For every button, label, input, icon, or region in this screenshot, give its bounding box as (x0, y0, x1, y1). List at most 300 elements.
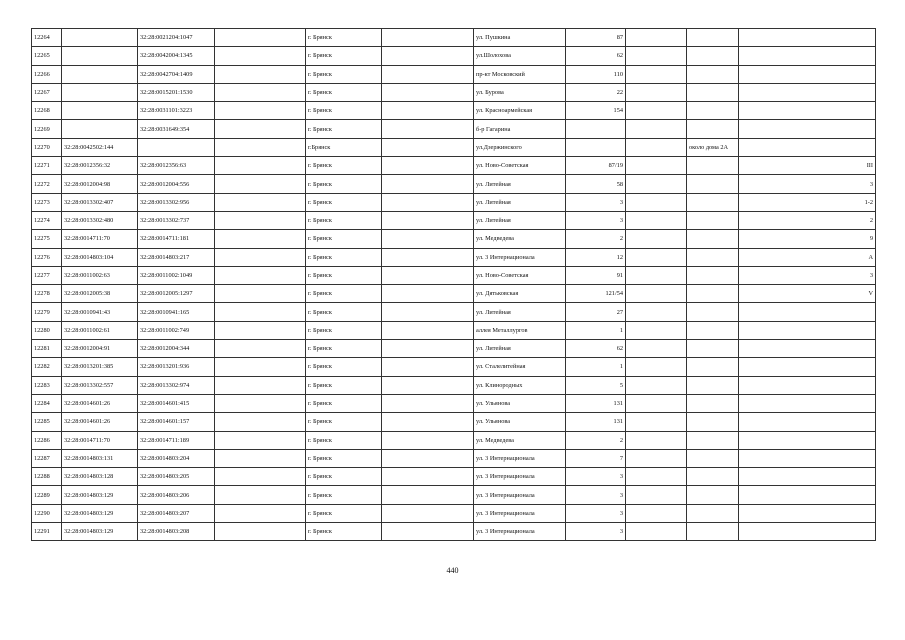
cell-street: пр-кт Московский (474, 65, 566, 83)
cell-column-9 (626, 321, 687, 339)
cell-city: г. Брянск (306, 83, 382, 101)
registry-body (32, 29, 876, 541)
cell-cadastral-parcel: 32:28:0012004:98 (62, 175, 138, 193)
cell-column-6 (382, 248, 474, 266)
cell-note (687, 120, 739, 138)
cell-record-number: 12264 (32, 29, 62, 47)
cell-record-number: 12279 (32, 303, 62, 321)
cell-cadastral-object: 32:28:0010941:165 (138, 303, 215, 321)
cell-city: г. Брянск (306, 394, 382, 412)
table-row (32, 523, 876, 541)
cell-column-9 (626, 230, 687, 248)
cell-note (687, 358, 739, 376)
cell-house-number: 62 (566, 47, 626, 65)
cell-street: ул. Литейная (474, 340, 566, 358)
table-row (32, 102, 876, 120)
cell-column-9 (626, 340, 687, 358)
cell-cadastral-parcel: 32:28:0014803:129 (62, 523, 138, 541)
cell-cadastral-parcel: 32:28:0014803:131 (62, 449, 138, 467)
cell-column-4 (215, 468, 306, 486)
cell-column-6 (382, 468, 474, 486)
cell-street: ул. Сталелитейная (474, 358, 566, 376)
table-row (32, 394, 876, 412)
cell-street: ул. 3 Интернационала (474, 523, 566, 541)
cell-cadastral-object: 32:28:0011002:1049 (138, 266, 215, 284)
cell-street: ул. Литейная (474, 193, 566, 211)
cell-cadastral-parcel: 32:28:0013302:407 (62, 193, 138, 211)
cell-city: г. Брянск (306, 413, 382, 431)
cell-building-suffix: А (739, 248, 876, 266)
table-row (32, 449, 876, 467)
cell-record-number: 12275 (32, 230, 62, 248)
table-row (32, 138, 876, 156)
cell-column-6 (382, 413, 474, 431)
cell-house-number: 3 (566, 211, 626, 229)
cell-street: ул. Бурова (474, 83, 566, 101)
cell-column-9 (626, 83, 687, 101)
cell-cadastral-parcel: 32:28:0013302:557 (62, 376, 138, 394)
cell-record-number: 12280 (32, 321, 62, 339)
table-row (32, 230, 876, 248)
cell-note (687, 303, 739, 321)
cell-note (687, 83, 739, 101)
cell-record-number: 12268 (32, 102, 62, 120)
cell-city: г. Брянск (306, 449, 382, 467)
cell-city: г. Брянск (306, 120, 382, 138)
cell-city: г. Брянск (306, 376, 382, 394)
cell-cadastral-parcel: 32:28:0013201:385 (62, 358, 138, 376)
cell-city: г. Брянск (306, 211, 382, 229)
cell-building-suffix (739, 29, 876, 47)
cell-column-4 (215, 193, 306, 211)
cell-column-4 (215, 504, 306, 522)
table-row (32, 468, 876, 486)
cell-column-4 (215, 120, 306, 138)
cell-column-4 (215, 157, 306, 175)
cell-column-4 (215, 431, 306, 449)
cell-house-number: 27 (566, 303, 626, 321)
cell-column-6 (382, 285, 474, 303)
cell-note (687, 394, 739, 412)
cell-building-suffix: III (739, 157, 876, 175)
cell-column-9 (626, 120, 687, 138)
cell-column-9 (626, 138, 687, 156)
cell-building-suffix (739, 431, 876, 449)
cell-city: г. Брянск (306, 486, 382, 504)
cell-cadastral-object: 32:28:0031649:354 (138, 120, 215, 138)
cell-street: ул. Медведева (474, 431, 566, 449)
cell-street: ул.Дзержинского (474, 138, 566, 156)
cell-house-number: 58 (566, 175, 626, 193)
cell-note (687, 230, 739, 248)
cell-cadastral-object: 32:28:0012356:63 (138, 157, 215, 175)
cell-note (687, 504, 739, 522)
cell-cadastral-parcel: 32:28:0014803:129 (62, 504, 138, 522)
cell-column-4 (215, 65, 306, 83)
page-number: 440 (446, 566, 459, 575)
cell-building-suffix (739, 394, 876, 412)
cell-note (687, 523, 739, 541)
cell-cadastral-object: 32:28:0012004:344 (138, 340, 215, 358)
cell-house-number: 62 (566, 340, 626, 358)
cell-note (687, 285, 739, 303)
cell-cadastral-object: 32:28:0042704:1409 (138, 65, 215, 83)
cell-city: г. Брянск (306, 29, 382, 47)
cell-building-suffix (739, 303, 876, 321)
cell-record-number: 12281 (32, 340, 62, 358)
table-row (32, 431, 876, 449)
cell-record-number: 12274 (32, 211, 62, 229)
cell-cadastral-parcel: 32:28:0010941:43 (62, 303, 138, 321)
cell-record-number: 12272 (32, 175, 62, 193)
cell-column-6 (382, 266, 474, 284)
cell-house-number: 131 (566, 413, 626, 431)
cell-city: г. Брянск (306, 193, 382, 211)
cell-note: около дома 2А (687, 138, 739, 156)
cell-cadastral-object: 32:28:0014803:208 (138, 523, 215, 541)
cell-column-6 (382, 175, 474, 193)
cell-house-number (566, 138, 626, 156)
cell-house-number (566, 120, 626, 138)
cell-column-9 (626, 431, 687, 449)
cell-city: г. Брянск (306, 47, 382, 65)
cell-column-9 (626, 486, 687, 504)
cell-cadastral-parcel: 32:28:0013302:480 (62, 211, 138, 229)
cell-record-number: 12285 (32, 413, 62, 431)
cell-column-4 (215, 266, 306, 284)
cell-column-4 (215, 413, 306, 431)
cell-cadastral-object: 32:28:0013201:936 (138, 358, 215, 376)
cell-building-suffix (739, 65, 876, 83)
cell-cadastral-parcel (62, 83, 138, 101)
cell-cadastral-parcel: 32:28:0014601:26 (62, 394, 138, 412)
cell-record-number: 12282 (32, 358, 62, 376)
cell-note (687, 175, 739, 193)
cell-column-9 (626, 449, 687, 467)
table-row (32, 285, 876, 303)
cell-column-9 (626, 394, 687, 412)
cell-column-4 (215, 47, 306, 65)
cell-cadastral-object: 32:28:0042004:1345 (138, 47, 215, 65)
cell-building-suffix (739, 504, 876, 522)
cell-city: г. Брянск (306, 431, 382, 449)
table-row (32, 376, 876, 394)
cell-building-suffix (739, 523, 876, 541)
cell-cadastral-object: 32:28:0014601:157 (138, 413, 215, 431)
cell-column-6 (382, 431, 474, 449)
cell-record-number: 12283 (32, 376, 62, 394)
cell-note (687, 211, 739, 229)
cell-city: г. Брянск (306, 102, 382, 120)
cell-column-6 (382, 211, 474, 229)
cell-column-6 (382, 449, 474, 467)
cell-column-6 (382, 29, 474, 47)
cell-column-4 (215, 102, 306, 120)
cell-house-number: 2 (566, 431, 626, 449)
cell-note (687, 102, 739, 120)
cell-city: г.Брянск (306, 138, 382, 156)
cell-note (687, 47, 739, 65)
cell-house-number: 22 (566, 83, 626, 101)
cell-street: ул. Ново-Советская (474, 266, 566, 284)
cell-street: ул. Пушкина (474, 29, 566, 47)
cell-city: г. Брянск (306, 321, 382, 339)
cell-record-number: 12287 (32, 449, 62, 467)
cell-cadastral-object: 32:28:0014803:217 (138, 248, 215, 266)
table-row (32, 65, 876, 83)
cell-note (687, 340, 739, 358)
cell-note (687, 29, 739, 47)
cell-cadastral-parcel (62, 120, 138, 138)
cell-house-number: 87/19 (566, 157, 626, 175)
cell-house-number: 7 (566, 449, 626, 467)
cell-street: ул. 3 Интернационала (474, 504, 566, 522)
cell-note (687, 193, 739, 211)
cell-column-6 (382, 83, 474, 101)
cell-house-number: 91 (566, 266, 626, 284)
cell-building-suffix: 3 (739, 266, 876, 284)
cell-column-6 (382, 340, 474, 358)
cell-cadastral-object: 32:28:0012004:556 (138, 175, 215, 193)
table-row (32, 29, 876, 47)
cell-column-4 (215, 175, 306, 193)
cell-note (687, 376, 739, 394)
cell-building-suffix (739, 102, 876, 120)
cell-record-number: 12276 (32, 248, 62, 266)
cell-city: г. Брянск (306, 358, 382, 376)
cell-column-9 (626, 358, 687, 376)
registry-table (31, 28, 876, 541)
cell-column-9 (626, 102, 687, 120)
cell-column-4 (215, 29, 306, 47)
cell-record-number: 12288 (32, 468, 62, 486)
cell-building-suffix (739, 138, 876, 156)
cell-note (687, 65, 739, 83)
cell-column-9 (626, 285, 687, 303)
cell-column-6 (382, 486, 474, 504)
cell-house-number: 3 (566, 504, 626, 522)
cell-building-suffix (739, 321, 876, 339)
cell-cadastral-object: 32:28:0014803:205 (138, 468, 215, 486)
table-row (32, 303, 876, 321)
table-row (32, 486, 876, 504)
cell-cadastral-parcel: 32:28:0042502:144 (62, 138, 138, 156)
cell-record-number: 12289 (32, 486, 62, 504)
cell-column-9 (626, 303, 687, 321)
cell-note (687, 431, 739, 449)
cell-record-number: 12278 (32, 285, 62, 303)
cell-house-number: 131 (566, 394, 626, 412)
cell-cadastral-object: 32:28:0014711:189 (138, 431, 215, 449)
cell-column-6 (382, 504, 474, 522)
cell-building-suffix (739, 358, 876, 376)
cell-street: ул. Ульянова (474, 413, 566, 431)
cell-cadastral-parcel: 32:28:0011002:61 (62, 321, 138, 339)
cell-house-number: 110 (566, 65, 626, 83)
cell-city: г. Брянск (306, 303, 382, 321)
cell-cadastral-parcel (62, 29, 138, 47)
cell-building-suffix: V (739, 285, 876, 303)
cell-cadastral-parcel: 32:28:0014711:70 (62, 431, 138, 449)
cell-column-9 (626, 211, 687, 229)
cell-column-9 (626, 65, 687, 83)
cell-cadastral-object: 32:28:0014803:206 (138, 486, 215, 504)
cell-column-6 (382, 230, 474, 248)
cell-house-number: 5 (566, 376, 626, 394)
cell-cadastral-object: 32:28:0014803:204 (138, 449, 215, 467)
cell-column-6 (382, 303, 474, 321)
cell-column-6 (382, 138, 474, 156)
cell-cadastral-object: 32:28:0014803:207 (138, 504, 215, 522)
cell-column-4 (215, 321, 306, 339)
cell-building-suffix: 1-2 (739, 193, 876, 211)
table-row (32, 120, 876, 138)
cell-cadastral-parcel (62, 102, 138, 120)
cell-street: ул.Шолохова (474, 47, 566, 65)
cell-building-suffix (739, 120, 876, 138)
cell-column-4 (215, 303, 306, 321)
cell-city: г. Брянск (306, 157, 382, 175)
cell-building-suffix (739, 413, 876, 431)
cell-column-9 (626, 47, 687, 65)
cell-column-6 (382, 321, 474, 339)
table-row (32, 83, 876, 101)
cell-building-suffix (739, 340, 876, 358)
cell-cadastral-parcel: 32:28:0014711:70 (62, 230, 138, 248)
cell-city: г. Брянск (306, 248, 382, 266)
cell-note (687, 449, 739, 467)
cell-record-number: 12286 (32, 431, 62, 449)
cell-cadastral-parcel: 32:28:0012356:32 (62, 157, 138, 175)
cell-cadastral-object: 32:28:0014601:415 (138, 394, 215, 412)
cell-cadastral-object: 32:28:0013302:974 (138, 376, 215, 394)
cell-column-6 (382, 157, 474, 175)
cell-street: ул. Ново-Советская (474, 157, 566, 175)
cell-street: ул. Литейная (474, 175, 566, 193)
cell-column-9 (626, 413, 687, 431)
cell-column-4 (215, 211, 306, 229)
cell-cadastral-object: 32:28:0012005:1297 (138, 285, 215, 303)
table-row (32, 47, 876, 65)
cell-column-4 (215, 285, 306, 303)
cell-building-suffix (739, 376, 876, 394)
cell-column-9 (626, 523, 687, 541)
cell-column-4 (215, 340, 306, 358)
cell-cadastral-object: 32:28:0013302:737 (138, 211, 215, 229)
cell-building-suffix: 9 (739, 230, 876, 248)
cell-building-suffix (739, 83, 876, 101)
cell-house-number: 2 (566, 230, 626, 248)
cell-record-number: 12269 (32, 120, 62, 138)
cell-cadastral-parcel: 32:28:0014803:104 (62, 248, 138, 266)
table-row (32, 175, 876, 193)
cell-building-suffix (739, 468, 876, 486)
cell-cadastral-object: 32:28:0015201:1530 (138, 83, 215, 101)
cell-record-number: 12266 (32, 65, 62, 83)
cell-note (687, 413, 739, 431)
cell-column-9 (626, 468, 687, 486)
cell-column-4 (215, 358, 306, 376)
cell-note (687, 321, 739, 339)
cell-column-6 (382, 523, 474, 541)
cell-street: ул. Клинородных (474, 376, 566, 394)
table-row (32, 157, 876, 175)
cell-street: ул. 3 Интернационала (474, 468, 566, 486)
cell-cadastral-object: 32:28:0031101:3223 (138, 102, 215, 120)
cell-record-number: 12290 (32, 504, 62, 522)
cell-column-9 (626, 376, 687, 394)
cell-column-6 (382, 193, 474, 211)
cell-column-6 (382, 65, 474, 83)
cell-building-suffix: 2 (739, 211, 876, 229)
cell-building-suffix (739, 449, 876, 467)
cell-column-4 (215, 449, 306, 467)
cell-building-suffix (739, 47, 876, 65)
table-row (32, 321, 876, 339)
cell-house-number: 121/54 (566, 285, 626, 303)
table-row (32, 504, 876, 522)
cell-column-6 (382, 47, 474, 65)
table-row (32, 193, 876, 211)
table-row (32, 266, 876, 284)
cell-column-4 (215, 138, 306, 156)
cell-cadastral-object: 32:28:0021204:1047 (138, 29, 215, 47)
cell-cadastral-parcel (62, 47, 138, 65)
cell-cadastral-object: 32:28:0014711:181 (138, 230, 215, 248)
cell-record-number: 12271 (32, 157, 62, 175)
table-row (32, 340, 876, 358)
cell-house-number: 3 (566, 193, 626, 211)
cell-street: б-р Гагарина (474, 120, 566, 138)
table-row (32, 248, 876, 266)
cell-street: ул. Ульянова (474, 394, 566, 412)
cell-city: г. Брянск (306, 523, 382, 541)
cell-city: г. Брянск (306, 65, 382, 83)
cell-street: ул. 3 Интернационала (474, 449, 566, 467)
cell-column-6 (382, 358, 474, 376)
cell-column-4 (215, 523, 306, 541)
cell-street: ул. Красноармейская (474, 102, 566, 120)
cell-column-4 (215, 248, 306, 266)
cell-street: ул. Литейная (474, 303, 566, 321)
cell-city: г. Брянск (306, 504, 382, 522)
cell-cadastral-parcel (62, 65, 138, 83)
cell-column-9 (626, 175, 687, 193)
cell-house-number: 3 (566, 523, 626, 541)
cell-column-4 (215, 376, 306, 394)
cell-column-9 (626, 29, 687, 47)
cell-cadastral-parcel: 32:28:0014803:129 (62, 486, 138, 504)
table-row (32, 211, 876, 229)
cell-city: г. Брянск (306, 468, 382, 486)
cell-column-9 (626, 266, 687, 284)
cell-column-4 (215, 230, 306, 248)
cell-street: ул. 3 Интернационала (474, 486, 566, 504)
cell-record-number: 12265 (32, 47, 62, 65)
cell-street: ул. Медведева (474, 230, 566, 248)
cell-cadastral-object: 32:28:0011002:749 (138, 321, 215, 339)
cell-cadastral-parcel: 32:28:0011002:63 (62, 266, 138, 284)
cell-house-number: 3 (566, 486, 626, 504)
cell-column-9 (626, 504, 687, 522)
cell-cadastral-parcel: 32:28:0012004:91 (62, 340, 138, 358)
table-row (32, 358, 876, 376)
cell-record-number: 12267 (32, 83, 62, 101)
cell-house-number: 12 (566, 248, 626, 266)
cell-street: ул. Дятьковская (474, 285, 566, 303)
cell-cadastral-object (138, 138, 215, 156)
cell-city: г. Брянск (306, 340, 382, 358)
